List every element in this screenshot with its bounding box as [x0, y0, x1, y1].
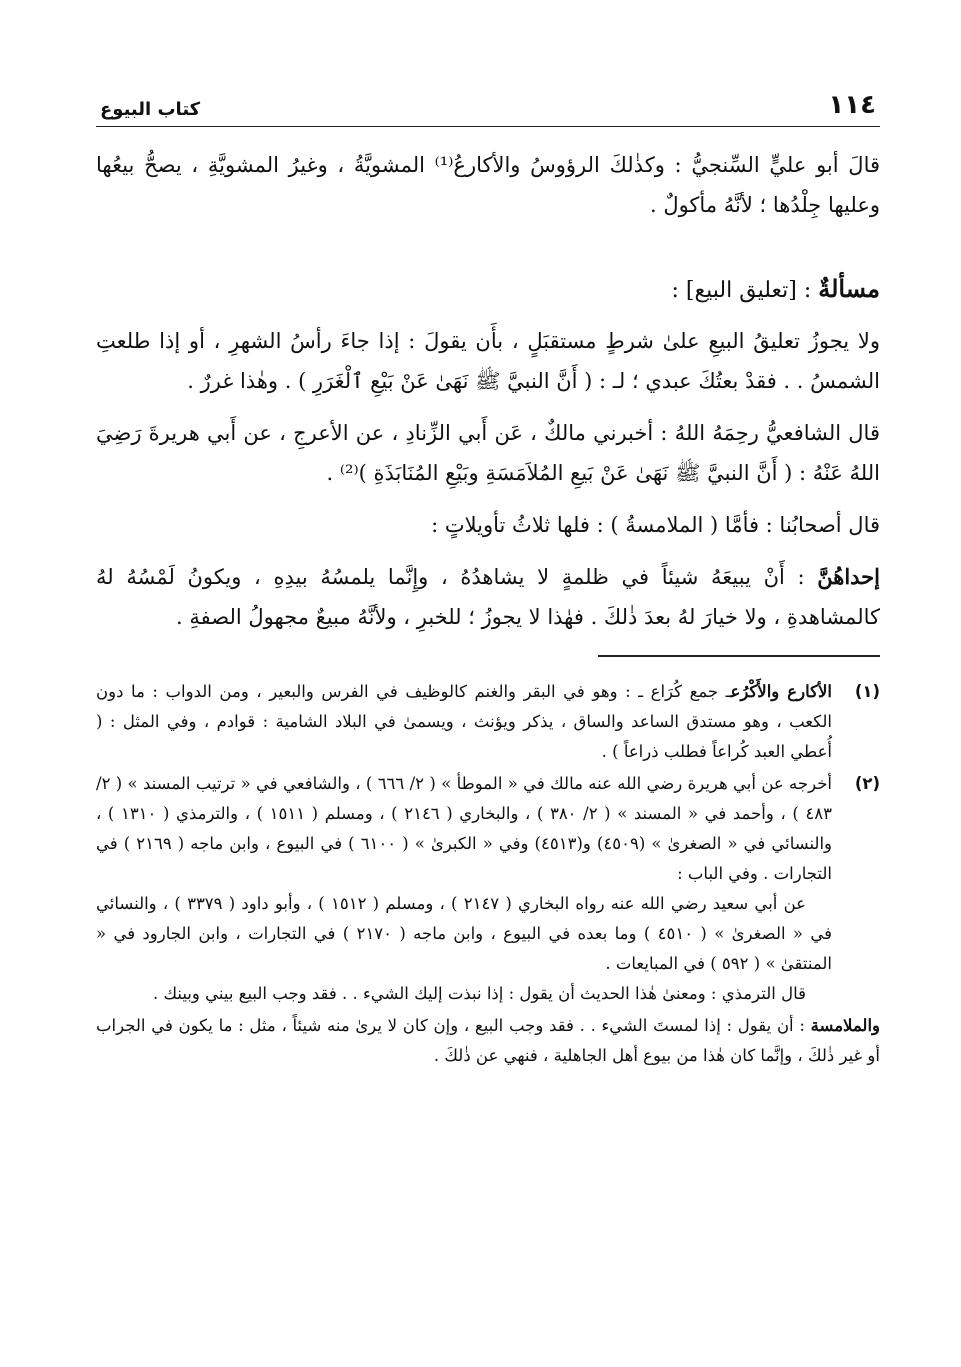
footnote-1-text: ـ جمع كُرَاع ـ : وهو في البقر والغنم كالوظيف في الفرس والبعير ، ومن الدواب : ما دون الكعب ، وهو مستدق الساعد والساق ، يذكر ويؤنث ، ويسمىٰ في البلاد الشامية : قوادم ، وفي المثل : ( أُعطي العبد كُراعاً فطلب ذراعاً ) .: [96, 682, 832, 761]
page-number: ١١٤: [828, 90, 876, 120]
footnote-1-term: الأكارع والأَكْرُع: [730, 682, 832, 701]
footnote-divider: [598, 655, 880, 657]
paragraph-taliq: ولا يجوزُ تعليقُ البيعِ علىٰ شرطٍ مستقبَلٍ ، بأَن يقولَ : إذا جاءَ رأسُ الشهرِ ، أو إذا طلعتِ الشمسُ . . فقدْ بعتُكَ عبدي ؛ لـ : ( أَنَّ النبيَّ ﷺ نَهَىٰ عَنْ بَيْعِ ٱلْغَرَرِ ) . وهٰذا غررٌ .: [96, 329, 880, 393]
footnote-1-number: (١): [854, 682, 880, 701]
page-header: [96, 80, 880, 127]
masala-label: مسألةٌ: [818, 274, 880, 303]
footnote-mulamasa-text: : أن يقول : إذا لمستَ الشيء . . فقد وجب البيع ، وإن كان لا يرىٰ منه شيئاً ، مثل : ما يكون في الجراب أو غير ذٰلكَ ، وإنَّما كان هٰذا من بيوع أهل الجاهلية ، فنهي عن ذٰلكَ .: [96, 1016, 880, 1065]
main-text: [96, 145, 880, 637]
footnote-1-body: [96, 677, 832, 767]
masala-heading: [96, 269, 880, 311]
footnote-2-text: أخرجه عن أبي هريرة رضي الله عنه مالك في « الموطأ » ( ٢/ ٦٦٦ ) ، والشافعي في « ترتيب المسند » ( ٢/ ٤٨٣ ) ، وأحمد في « المسند » ( ٢/ ٣٨٠ ) ، والبخاري ( ٢١٤٦ ) ، ومسلم ( ١٥١١ ) ، والترمذي ( ١٣١٠ ) ، والنسائي في « الصغرىٰ » (٤٥٠٩) و(٤٥١٣) وفي « الكبرىٰ » ( ٦١٠٠ ) في البيوع ، وابن ماجه ( ٢١٦٩ ) في التجارات . وفي الباب :: [96, 774, 832, 883]
footnotes: [96, 677, 880, 1071]
paragraph-sinji: قالَ أبو عليٍّ السِّنجيُّ : وكذٰلكَ الرؤوسُ والأكارعُ⁽¹⁾ المشويَّةُ ، وغيرُ المشويَّةِ ، يصحُّ بيعُها وعليها جِلْدُها ؛ لأنَّهُ مأكولٌ .: [96, 153, 881, 217]
footnote-mulamasa: [96, 1011, 880, 1071]
footnote-2-body: [96, 769, 832, 1009]
footnote-2-abu-said: عن أبي سعيد رضي الله عنه رواه البخاري ( ٢١٤٧ ) ، ومسلم ( ١٥١٢ ) ، وأبو داود ( ٣٣٧٩ ) ، والنسائي في « الصغرىٰ » ( ٤٥١٠ ) وما بعده في البيوع ، وابن ماجه ( ٢١٧٠ ) في التجارات ، وابن الجارود في « المنتقىٰ » ( ٥٩٢ ) في المبايعات .: [96, 894, 832, 973]
footnote-1: [96, 677, 880, 767]
footnote-2-number: (٢): [854, 774, 880, 793]
ihdahunna-label: إحداهُنَّ: [817, 564, 880, 589]
footnote-2: [96, 769, 880, 1009]
book-page: [96, 80, 880, 1071]
masala-title: : [تعليق البيع] :: [671, 278, 819, 303]
running-title: كتاب البيوع: [100, 99, 201, 120]
footnote-mulamasa-term: والملامسة: [810, 1016, 880, 1035]
paragraph-ihdahunna: [96, 557, 880, 637]
paragraph-shafii: قال الشافعيُّ رحِمَهُ اللهُ : أخبرني مالكٌ ، عَن أَبي الزِّنادِ ، عن الأعرجِ ، عن أَبي هريرةَ رَضِيَ اللهُ عَنْهُ : ( أَنَّ النبيَّ ﷺ نَهَىٰ عَنْ بَيعِ المُلاَمَسَةِ وبَيْعِ المُنَابَذَةِ )⁽²⁾ .: [96, 421, 880, 485]
footnote-2-tirmidhi: قال الترمذي : ومعنىٰ هٰذا الحديث أن يقول : إذا نبذت إليك الشيء . . فقد وجب البيع بيني وبينك .: [152, 984, 806, 1003]
ihdahunna-text: : أَنْ يبيعَهُ شيئاً في ظلمةٍ لا يشاهدُهُ ، وإِنَّما يلمسُهُ بيدِهِ ، ويكونُ لَمْسُهُ لهُ كالمشاهدةِ ، ولا خيارَ لهُ بعدَ ذٰلكَ . فهٰذا لا يجوزُ ؛ للخبرِ ، ولأنَّهُ مبيعٌ مجهولُ الصفةِ .: [96, 565, 880, 629]
paragraph-ashabuna: قال أصحابُنا : فأمَّا ( الملامسةُ ) : فلها ثلاثُ تأويلاتٍ :: [431, 513, 880, 537]
